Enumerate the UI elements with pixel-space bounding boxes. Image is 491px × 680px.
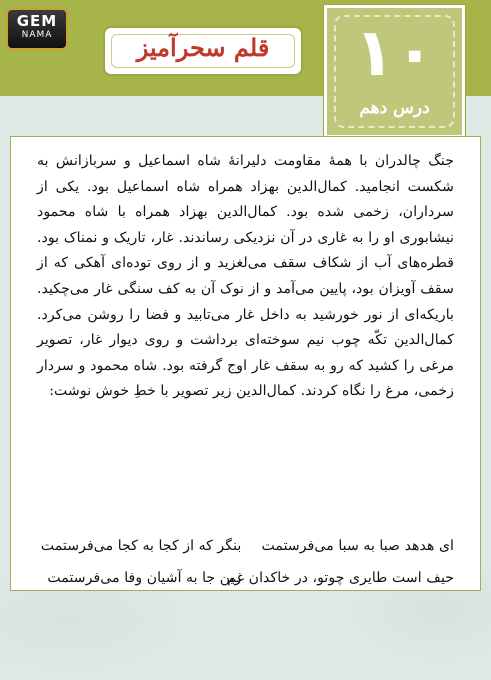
story-paragraph: جنگ چالدران با همهٔ مقاومت دلیرانهٔ شاه اسماعیل و سربازانش به شکست انجامید. کمال‌الدین بهزاد همراه شاه اسماعیل بود. یکی از سرداران، زخمی شده بود. کمال‌الدین بهزاد همراه با شاه محمود نیشابوری او را به غاری در آن نزدیکی رساندند. غار، تاریک و نمناک بود. قطره‌های آب از شکاف سقف می‌لغزید و از روی توده‌ای آهکی که از سقف آویزان بود، پایین می‌آمد و از نوک آن به کف سنگی غار می‌چکید. باریکه‌ای از نور خورشید به داخل غار می‌تابید و فضا را روشن می‌کرد. کمال‌الدین تکّه چوب نیم سوخته‌ای برداشت و روی دیوار غار، تصویر مرغی را کشید که رو به سقف غار اوج گرفته بود. شاه محمود و سردار زخمی، مرغ را نگاه کردند. کمال‌الدین زیر تصویر با خطِ خوش نوشت: — [37, 153, 454, 400]
lesson-number: ۱۰ — [354, 14, 435, 91]
lesson-title-frame — [103, 26, 303, 76]
logo-text-secondary: NAMA — [21, 30, 53, 40]
logo-text-primary: GEM — [16, 12, 58, 30]
poem-hemistich-first: ای هدهد صبا به سبا می‌فرستمت — [261, 538, 454, 554]
poem-hemistich-first: حیف است طایری چوتو، در خاکدان غم — [227, 570, 454, 586]
poem-verse — [37, 562, 454, 594]
poem — [37, 530, 454, 594]
lesson-text-box — [10, 136, 481, 591]
lesson-label: درس دهم — [359, 98, 430, 118]
site-logo — [6, 8, 68, 50]
lesson-number-badge — [324, 5, 465, 138]
poem-verse — [37, 530, 454, 562]
lesson-title: قلم سحرآمیز — [136, 33, 270, 62]
poem-hemistich-second: بنگر که از کجا به کجا می‌فرستمت — [40, 538, 242, 554]
poem-hemistich-second: زین جا به آشیان وفا می‌فرستمت — [47, 570, 242, 586]
